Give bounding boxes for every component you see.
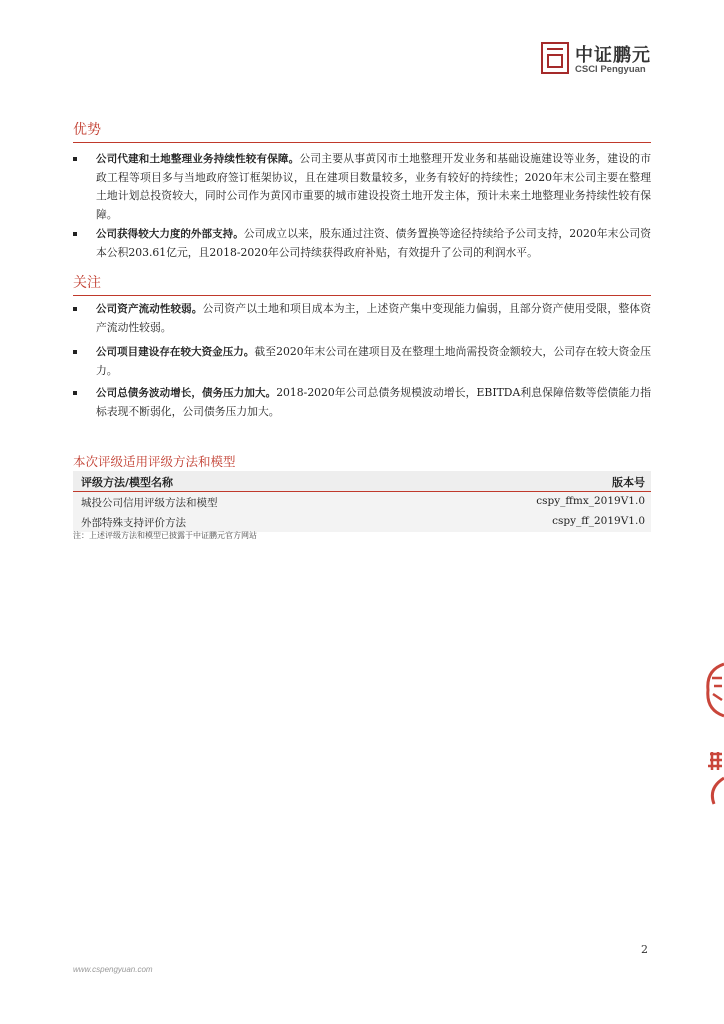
method-name-cell: 城投公司信用评级方法和模型 — [81, 497, 218, 509]
version-cell: cspy_ffmx_2019V1.0 — [536, 495, 645, 507]
logo-icon — [541, 42, 569, 74]
method-table-title: 本次评级适用评级方法和模型 — [73, 452, 651, 474]
header-version: 版本号 — [612, 476, 645, 489]
footer-website-link[interactable]: www.cspengyuan.com — [73, 965, 153, 974]
concern-item-lead: 公司总债务波动增长，债务压力加大。 — [96, 387, 277, 399]
logo-chinese-name: 中证鹏元 — [575, 45, 651, 66]
advantage-item-text: 公司成立以来，股东通过注资、债务置换等途径持续给予公司支持，2020年末公司资本公积203.61亿元，且2018-2020年公司持续获得政府补贴，有效提升了公司的利润水平。 — [96, 227, 651, 259]
advantage-item — [73, 225, 651, 262]
bullet-icon — [73, 391, 77, 395]
concern-item-lead: 公司资产流动性较弱。 — [96, 303, 203, 315]
version-cell: cspy_ff_2019V1.0 — [552, 515, 645, 527]
concerns-heading: 关注 — [73, 272, 651, 296]
advantages-heading: 优势 — [73, 119, 651, 143]
bullet-icon — [73, 232, 77, 236]
concern-item — [73, 300, 651, 337]
advantage-item-lead: 公司代建和土地整理业务持续性较有保障。 — [96, 153, 300, 165]
seal-fragment-icon — [704, 660, 724, 720]
method-name-cell: 外部特殊支持评价方法 — [81, 517, 186, 529]
concern-item-text: 2018-2020年公司总债务规模波动增长，EBITDA利息保障倍数等偿债能力指标表现不断弱化，公司债务压力加大。 — [96, 386, 652, 418]
company-logo — [541, 42, 651, 78]
advantage-item-lead: 公司获得较大力度的外部支持。 — [96, 228, 244, 240]
concern-item-lead: 公司项目建设存在较大资金压力。 — [96, 346, 255, 358]
seal-fragment-icon — [704, 748, 724, 808]
logo-english-name: CSCI Pengyuan — [575, 64, 646, 75]
bullet-icon — [73, 157, 77, 161]
concern-item — [73, 384, 651, 421]
table-row — [73, 492, 651, 513]
page-number: 2 — [641, 943, 648, 956]
concern-item-text: 截至2020年末公司在建项目及在整理土地尚需投资金额较大，公司存在较大资金压力。 — [96, 345, 652, 377]
header-method-name: 评级方法/模型名称 — [81, 476, 174, 489]
method-table-header — [73, 471, 651, 493]
bullet-icon — [73, 350, 77, 354]
concern-item — [73, 343, 651, 380]
advantage-item-text: 公司主要从事黄冈市土地整理开发业务和基础设施建设等业务，建设的市政工程等项目多与当地政府签订框架协议，且在建项目数量较多，业务有较好的持续性；2020年末公司主要在整理土地计划总投资较大，同时公司作为黄冈市重要的城市建设投资土地开发主体，预计未来土地整理业务持续性较有保障。 — [96, 152, 652, 221]
concern-item-text: 公司资产以土地和项目成本为主，上述资产集中变现能力偏弱，且部分资产使用受限，整体资产流动性较弱。 — [96, 302, 651, 334]
advantage-item — [73, 150, 651, 224]
bullet-icon — [73, 307, 77, 311]
table-note: 注：上述评级方法和模型已披露于中证鹏元官方网站 — [73, 531, 257, 540]
